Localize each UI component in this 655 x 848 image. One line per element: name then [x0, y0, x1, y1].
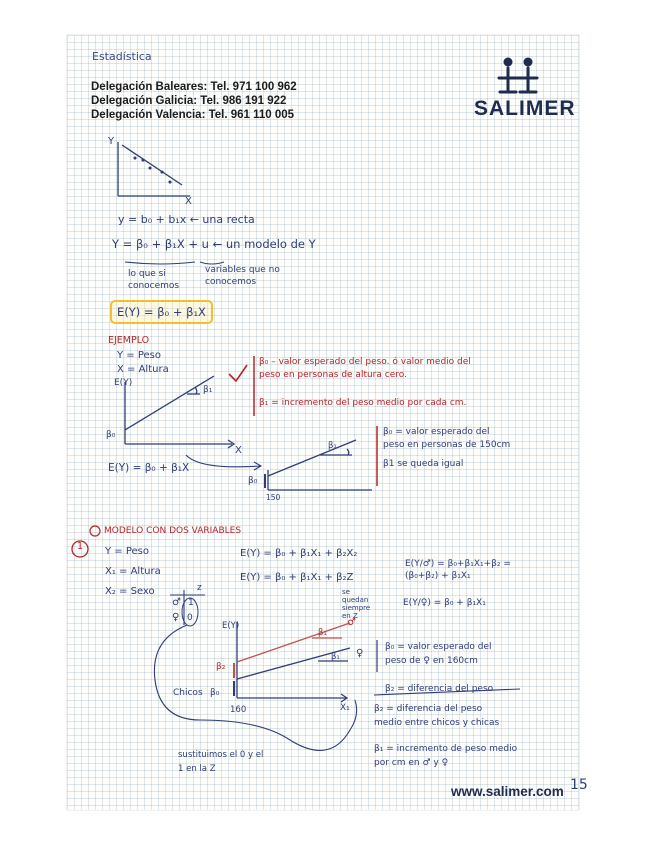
two-var-graph-y: E(Y): [222, 621, 240, 631]
check-icon: [229, 365, 247, 381]
two-var-eq2: E(Y) = β₀ + β₁X₁ + β₂Z: [240, 572, 354, 583]
example-x-def: X = Altura: [117, 364, 169, 375]
z-header: z: [197, 583, 202, 593]
se-quedan-note: se quedan siempre en Z: [342, 588, 371, 620]
blue-beta1-label: β₁: [331, 652, 340, 662]
example-equation: E(Y) = β₀ + β₁X: [108, 462, 190, 474]
male-line-label: ♂: [347, 617, 356, 628]
cond-female-eq: E(Y/♀) = β₀ + β₁X₁: [403, 598, 486, 608]
red-note-beta1: β₁ = incremento del peso medio por cada cm.: [259, 398, 467, 408]
two-var-eq1: E(Y) = β₀ + β₁X₁ + β₂X₂: [240, 548, 358, 559]
salimer-logo-icon: [499, 58, 537, 93]
note-beta1: β₁ = incremento de peso medio por cm en ♂ y ♀: [374, 744, 518, 768]
blue-note-beta0: β₀ = valor esperado del peso en personas de 150cm: [383, 427, 511, 450]
note-beta2: β₂ = diferencia del peso medio entre chicos y chicas: [374, 704, 500, 728]
red-note-beta0: β₀ – valor esperado del peso. ó valor medio del peso en personas de altura cero.: [259, 357, 471, 380]
unknown-note: variables que no conocemos: [205, 265, 280, 287]
brand-logo: SALIMER: [474, 97, 576, 120]
example-graph-x: X: [235, 445, 242, 456]
cond-male-eq: E(Y/♂) = β₀+β₁X₁+β₂ = (β₀+β₂) + β₁X₁: [405, 559, 511, 581]
website-link[interactable]: www.salimer.com: [451, 784, 564, 799]
expected-equation: E(Y) = β₀ + β₁X: [110, 300, 213, 324]
delegation-baleares: Delegación Baleares: Tel. 971 100 962: [91, 81, 297, 93]
intro-x-label: X: [185, 196, 192, 207]
red-beta1-label: β₁: [318, 628, 327, 638]
two-var-x2-def: X₂ = Sexo: [105, 586, 155, 597]
line-equation: y = b₀ + b₁x ← una recta: [118, 213, 255, 226]
two-var-y-def: Y = Peso: [105, 546, 149, 557]
two-var-graph: [234, 622, 350, 702]
note-struck: β₂ = diferencia del peso: [385, 684, 494, 694]
example-beta0: β₀: [106, 430, 116, 440]
female-line-label: ♀: [356, 648, 364, 659]
two-var-beta0: β₀: [210, 688, 220, 698]
subject-title: Estadística: [92, 50, 152, 63]
shift-150: 150: [266, 493, 281, 502]
star-circle-icon: [90, 526, 100, 536]
example-y-def: Y = Peso: [117, 350, 161, 361]
z-male-symbol: ♂: [172, 597, 181, 608]
two-var-graph-x: X₁: [340, 703, 350, 713]
two-var-title: MODELO CON DOS VARIABLES: [104, 526, 242, 536]
shift-arrow: [186, 455, 260, 467]
example-title: EJEMPLO: [108, 335, 150, 346]
blue-note-beta1: β1 se queda igual: [383, 459, 464, 469]
intro-y-label: Y: [108, 136, 115, 147]
shift-beta0: β₀: [248, 476, 258, 486]
example-graph-y: E(Y): [114, 378, 133, 388]
known-note: lo que si conocemos: [128, 269, 180, 291]
two-var-x1-def: X₁ = Altura: [105, 566, 161, 577]
chicos-label: Chicos: [173, 688, 203, 698]
substitute-note: sustituimos el 0 y el 1 en la Z: [178, 750, 264, 774]
note-beta0: β₀ = valor esperado del peso de ♀ en 160cm: [385, 642, 492, 666]
z-female-symbol: ♀: [172, 612, 180, 623]
example-graph: [125, 376, 234, 448]
shift-beta1: β₁: [328, 441, 337, 451]
shifted-graph: [265, 440, 372, 490]
page-number: 15: [570, 777, 588, 793]
intro-graph: [118, 142, 190, 196]
z-male-value: 1: [188, 598, 194, 608]
delegation-galicia: Delegación Galicia: Tel. 986 191 922: [91, 95, 287, 107]
label-160: 160: [230, 705, 247, 715]
example-beta1: β₁: [203, 385, 213, 395]
model-equation: Y = β₀ + β₁X + u ← un modelo de Y: [112, 237, 316, 251]
two-var-beta2: β₂: [216, 662, 226, 672]
two-var-number: 1: [77, 541, 84, 552]
delegation-valencia: Delegación Valencia: Tel. 961 110 005: [91, 109, 295, 121]
z-female-value: 0: [187, 613, 193, 623]
